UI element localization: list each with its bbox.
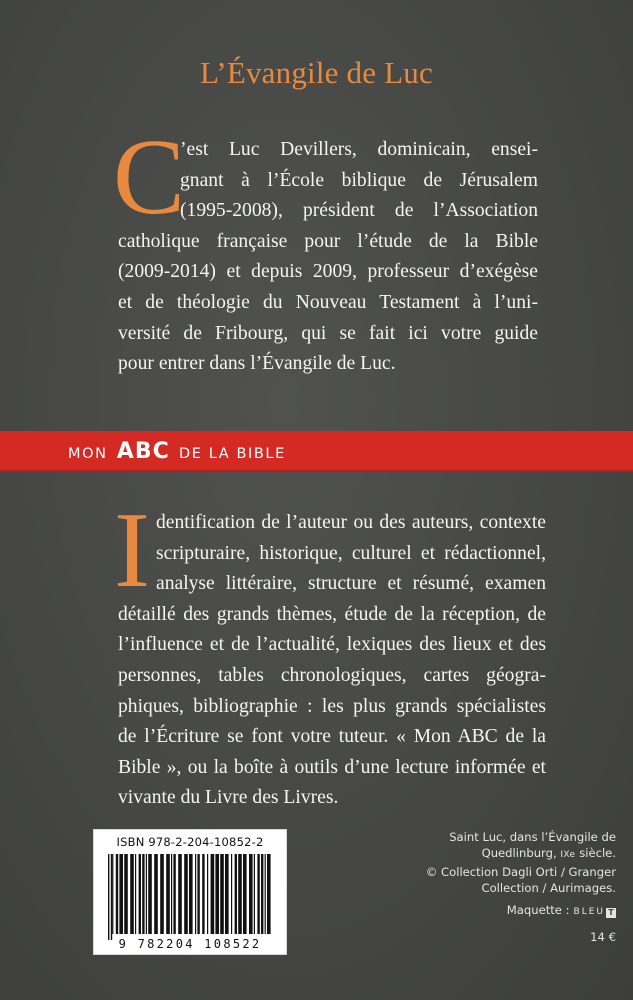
barcode-bar: [197, 854, 199, 934]
series-suffix: DE LA BIBLE: [178, 446, 286, 462]
credit-line: Saint Luc, dans l’Évangile de: [449, 830, 616, 844]
barcode-bar: [243, 854, 247, 934]
studio-logo-mark: T: [606, 908, 616, 918]
barcode-bar: [124, 854, 128, 934]
barcode-bar: [146, 854, 147, 934]
author-intro-paragraph: [118, 135, 538, 380]
barcode-bar: [178, 854, 182, 934]
barcode-bar: [130, 854, 134, 934]
barcode-bar: [254, 854, 255, 934]
barcode-bar: [265, 854, 266, 934]
isbn-label: ISBN 978-2-204-10852-2: [116, 835, 264, 849]
intro-line: ’est Luc Devillers, dominicain, ensei-: [180, 139, 538, 160]
barcode-bar: [135, 854, 136, 934]
description-line: scripturaire, historique, culturel et rédactionnel,: [156, 542, 546, 564]
barcode-bar: [220, 854, 224, 934]
intro-line: (2009-2014) et depuis 2009, professeur d’exégèse: [118, 261, 538, 283]
description-line: détaillé des grands thèmes, étude de la réception, de: [118, 603, 546, 625]
description-dropcap: I: [114, 491, 150, 610]
credit-line: [376, 845, 616, 863]
barcode-bar: [238, 854, 242, 934]
description-line: de l’Écriture se font votre tuteur. « Mon ABC de la: [118, 726, 546, 748]
barcode-bar: [173, 854, 175, 934]
barcode-bar: [160, 854, 164, 934]
barcode-bar: [225, 854, 229, 934]
barcode-bar: [116, 854, 118, 934]
barcode-bar: [231, 854, 232, 934]
description-line: analyse littéraire, structure et résumé, examen: [156, 573, 546, 595]
intro-line: versité de Fribourg, qui se fait ici votre guide: [118, 322, 538, 344]
barcode-bar: [148, 854, 152, 934]
barcode-bar: [235, 854, 237, 934]
series-prefix: MON: [68, 446, 108, 462]
barcode-bar: [171, 854, 172, 934]
intro-line: catholique française pour l’étude de la Bible: [118, 230, 538, 252]
description-line: vivante du Livre des Livres.: [118, 787, 339, 809]
barcode-digits: 9 782204 108522: [118, 937, 262, 951]
barcode-bar: [195, 854, 196, 934]
barcode-bar: [257, 854, 259, 934]
credit-line: Collection / Aurimages.: [481, 881, 616, 896]
description-line: l’influence et de l’actualité, lexiques des lieux et des: [118, 634, 546, 656]
intro-line: pour entrer dans l’Évangile de Luc.: [118, 353, 396, 375]
studio-name: BLEU: [573, 907, 605, 917]
series-abc: ABC: [116, 439, 170, 464]
barcode-bar: [189, 854, 193, 934]
barcode-bar: [139, 854, 141, 934]
barcode-bar: [119, 854, 123, 934]
series-label: [68, 431, 286, 472]
barcode-bar: [202, 854, 204, 934]
design-credit: [507, 903, 616, 918]
description-line: personnes, tables chronologiques, cartes géogra-: [118, 664, 546, 686]
barcode-bar: [211, 854, 215, 934]
barcode-bar: [207, 854, 208, 934]
book-title: L’Évangile de Luc: [200, 55, 433, 90]
barcode-bar: [166, 854, 170, 934]
barcode-bar: [215, 854, 219, 934]
barcode-guard-bar: [111, 854, 112, 940]
description-line: phiques, bibliographie : les plus grands spécialistes: [118, 695, 546, 717]
barcode-bar: [112, 854, 113, 934]
credit-line: © Collection Dagli Orti / Granger: [425, 864, 616, 879]
intro-line: gnant à l’École biblique de Jérusalem: [180, 169, 538, 191]
barcode-bar: [249, 854, 253, 934]
intro-dropcap: C: [113, 118, 186, 237]
description-line: dentification de l’auteur ou des auteurs, contexte: [156, 512, 546, 533]
barcode-bar: [267, 854, 271, 934]
intro-line: (1995-2008), président de l’Association: [180, 200, 538, 222]
barcode-guard-bar: [108, 854, 109, 940]
credit-place: Quedlinburg,: [481, 846, 557, 861]
maquette-label: Maquette :: [506, 903, 570, 917]
series-band: [0, 431, 633, 472]
series-description-paragraph: [118, 508, 546, 814]
barcode-bar: [261, 854, 263, 934]
barcode-bar: [154, 854, 158, 934]
credit-century: IXe: [560, 850, 576, 861]
credit-word: siècle.: [579, 846, 616, 861]
barcode-bar: [184, 854, 188, 934]
image-credit: [376, 829, 616, 897]
price: 14 €: [590, 930, 616, 944]
barcode-bar: [142, 854, 144, 934]
description-line: Bible », ou la boîte à outils d’une lecture informée et: [118, 756, 546, 778]
intro-line: et de théologie du Nouveau Testament à l’uni-: [118, 291, 538, 313]
isbn-barcode: [93, 829, 287, 955]
barcode-bars: [94, 830, 286, 954]
